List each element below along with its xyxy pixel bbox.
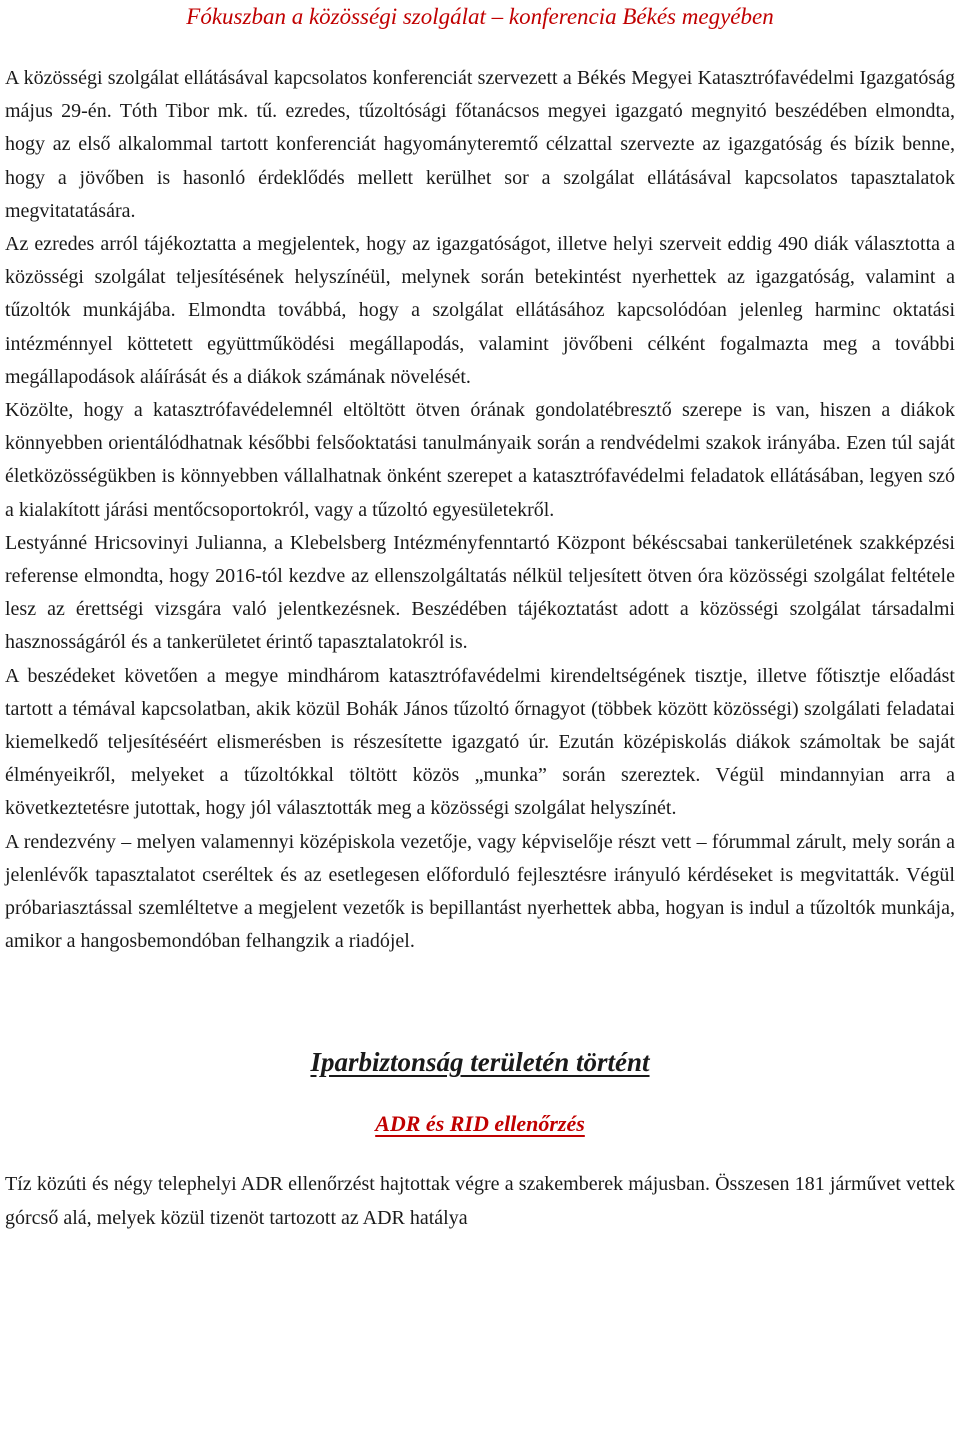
spacer bbox=[5, 38, 955, 62]
article-paragraph-2: Az ezredes arról tájékoztatta a megjelentek, hogy az igazgatóságot, illetve helyi szerveit eddig 490 diák választotta a közösségi szolgálat teljesítésének helyszínéül, melynek során betekintést nyerhettek az igazgatóság, valamint a tűzoltók munkájába. Elmondta továbbá, hogy a szolgálat ellátásához kapcsolódóan jelenleg harminc oktatási intézménnyel köttetett együttműködési megállapodás, valamint jövőbeni célként fogalmazta meg a további megállapodások aláírását és a diákok számának növelését. bbox=[5, 233, 955, 388]
section-title bbox=[5, 1038, 955, 1086]
section-title-text: Iparbiztonság területén történt bbox=[310, 1047, 650, 1078]
article-paragraph-3: Közölte, hogy a katasztrófavédelemnél eltöltött ötven órának gondolatébresztő szerepe is van, hiszen a diákok könnyebben orientálódhatnak későbbi felsőoktatási tanulmányaik során a rendvédelmi szakok irányába. Ezen túl saját életközösségükben is könnyebben vállalhatnak önként szerepet a katasztrófavédelmi feladatok ellátásában, legyen szó a kialakított járási mentőcsoportokról, vagy a tűzoltó egyesületekről. bbox=[5, 399, 955, 521]
article-title: Fókuszban a közösségi szolgálat – konferencia Békés megyében bbox=[186, 4, 774, 29]
article-paragraph-6: A rendezvény – melyen valamennyi középiskola vezetője, vagy képviselője részt vett – fórummal zárult, mely során a jelenlévők tapasztalatot cseréltek és az esetlegesen előforduló fejlesztésre irányuló kérdéseket is megvitatták. Végül próbariasztással szemléltetve a megjelent vezetők is bepillantást nyerhettek abba, hogyan is indul a tűzoltók munkája, amikor a hangosbemondóban felhangzik a riadójel. bbox=[5, 830, 955, 953]
article-paragraph-1: A közösségi szolgálat ellátásával kapcsolatos konferenciát szervezett a Békés Megyei Katasztrófavédelmi Igazgatóság május 29-én. Tóth Tibor mk. tű. ezredes, tűzoltósági főtanácsos megyei igazgató megnyitó beszédében elmondta, hogy az első alkalommal tartott konferenciát hagyományteremtő célzattal szervezte az igazgatóság és bízik benne, hogy a jövőben is hasonló érdeklődés mellett kerülhet sor a szolgálat ellátásával kapcsolatos tapasztalatok megvitatatására. bbox=[5, 67, 955, 222]
article-paragraph-5: A beszédeket követően a megye mindhárom katasztrófavédelmi kirendeltségének tisztje, illetve főtisztje előadást tartott a témával kapcsolatban, akik közül Bohák János tűzoltó őrnagyot (többek között közösségi) szolgálati feladatai kiemelkedő teljesítéséért elismerésben is részesítette igazgató úr. Ezután középiskolás diákok számoltak be saját élményeikről, melyeket a tűzoltókkal töltött közös „munka” során szereztek. Végül mindannyian arra a következtetésre jutottak, hogy jól választották meg a közösségi szolgálat helyszínét. bbox=[5, 664, 955, 820]
section-paragraph: Tíz közúti és négy telephelyi ADR ellenőrzést hajtottak végre a szakemberek májusban. Összesen 181 járművet vettek górcső alá, melyek közül tizenöt tartozott az ADR hatálya bbox=[5, 1173, 955, 1229]
article-paragraph-4: Lestyánné Hricsovinyi Julianna, a Klebelsberg Intézményfenntartó Központ békéscsabai tankerületének szakképzési referense elmondta, hogy 2016-tól kezdve az ellenszolgáltatás nélkül teljesített ötven óra közösségi szolgálat feltétele lesz az érettségi vizsgára való jelentkezésnek. Beszédében tájékoztatást adott a közösségi szolgálat társadalmi hasznosságáról és a tankerületet érintő tapasztalatokról is. bbox=[5, 531, 955, 654]
spacer bbox=[5, 1086, 955, 1106]
spacer bbox=[5, 1142, 955, 1168]
article-body bbox=[5, 62, 955, 958]
section-subtitle-text: ADR és RID ellenőrzés bbox=[375, 1111, 585, 1137]
spacer bbox=[5, 958, 955, 1038]
document-page bbox=[5, 0, 955, 1235]
section-subtitle bbox=[5, 1106, 955, 1142]
